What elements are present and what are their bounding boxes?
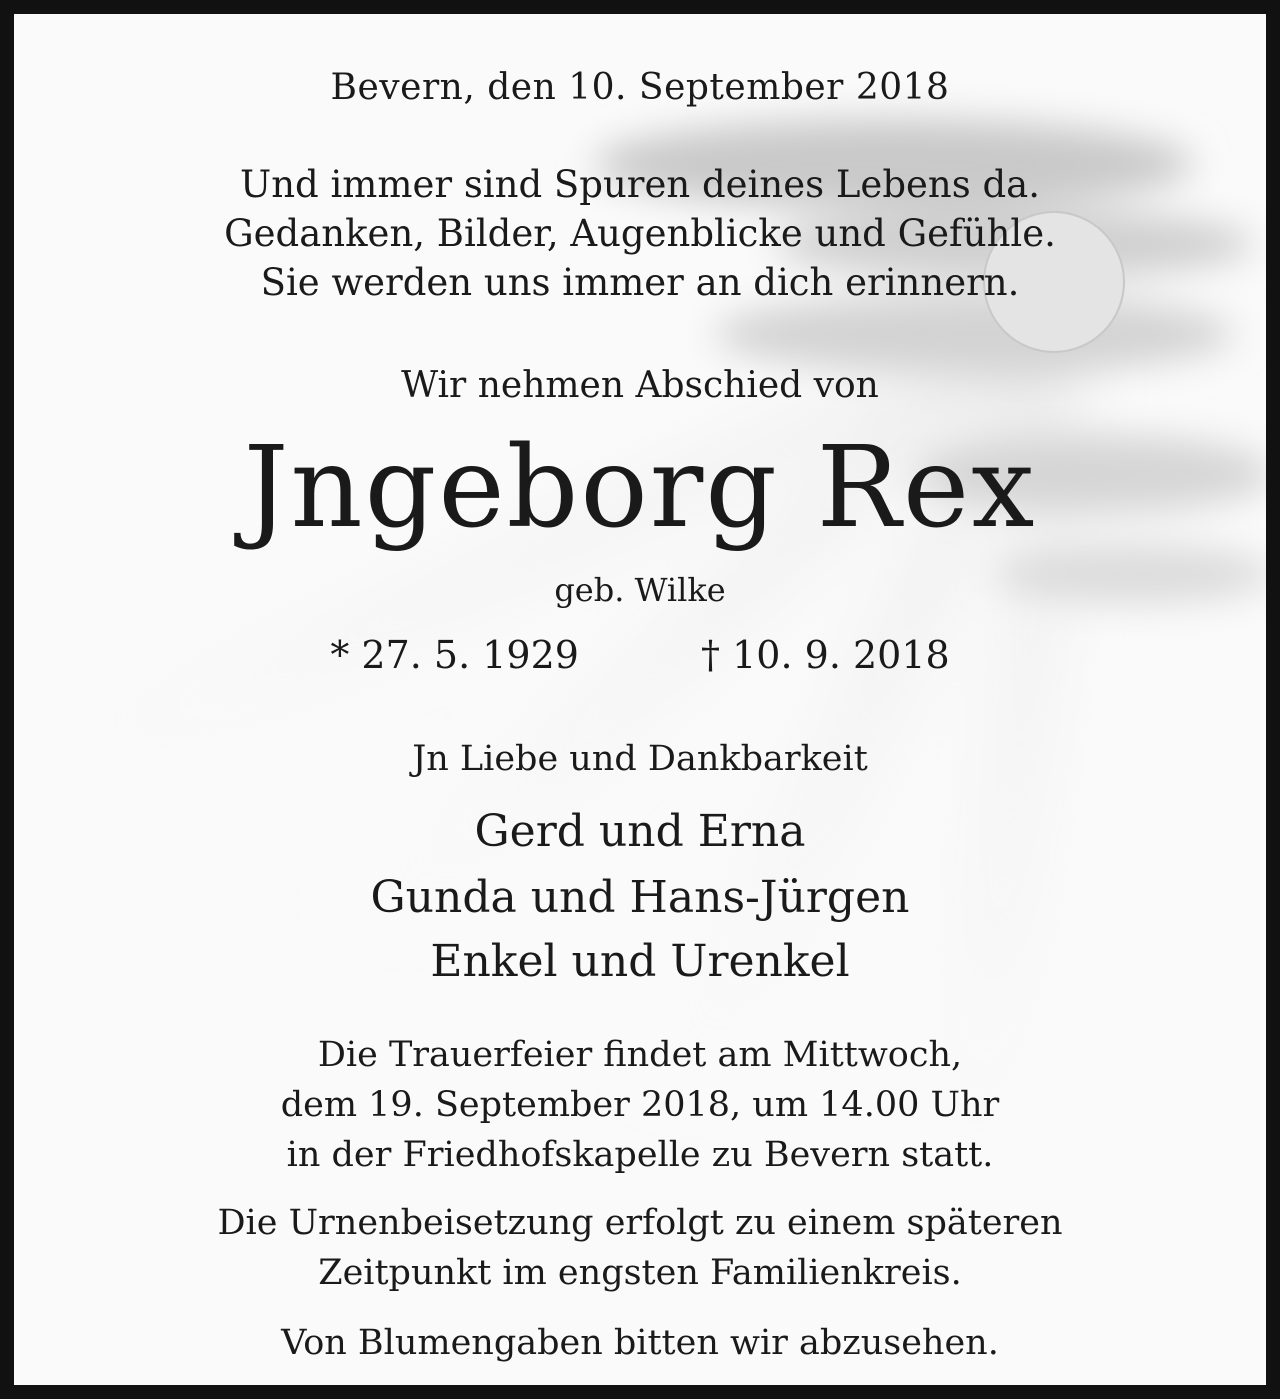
love-line: Jn Liebe und Dankbarkeit [412,739,868,779]
urn-info-line: Zeitpunkt im engsten Familienkreis. [318,1253,962,1293]
service-info-line: dem 19. September 2018, um 14.00 Uhr [280,1085,1000,1125]
verse-line-3: Sie werden uns immer an dich erinnern. [260,261,1020,304]
deceased-name: Jngeborg Rex [243,423,1037,553]
service-info-line: in der Friedhofskapelle zu Bevern statt. [286,1135,994,1175]
farewell-line: Wir nehmen Abschied von [401,365,879,406]
death-date: † 10. 9. 2018 [701,633,950,677]
obituary-text [14,14,1266,1385]
verse-line-2: Gedanken, Bilder, Augenblicke und Gefühle. [224,212,1056,255]
place-date: Bevern, den 10. September 2018 [330,67,950,108]
life-dates [14,633,1266,677]
service-info-line: Die Trauerfeier findet am Mittwoch, [317,1035,963,1075]
mourner-line: Enkel und Urenkel [430,936,850,987]
mourner-line: Gunda und Hans-Jürgen [370,872,910,923]
flowers-info-line: Von Blumengaben bitten wir abzusehen. [281,1323,999,1363]
urn-info-line: Die Urnenbeisetzung erfolgt zu einem späteren [217,1203,1063,1243]
birth-date: * 27. 5. 1929 [330,633,579,677]
mourner-line: Gerd und Erna [474,806,806,857]
verse-line-1: Und immer sind Spuren deines Lebens da. [240,163,1040,206]
maiden-name: geb. Wilke [554,571,726,609]
